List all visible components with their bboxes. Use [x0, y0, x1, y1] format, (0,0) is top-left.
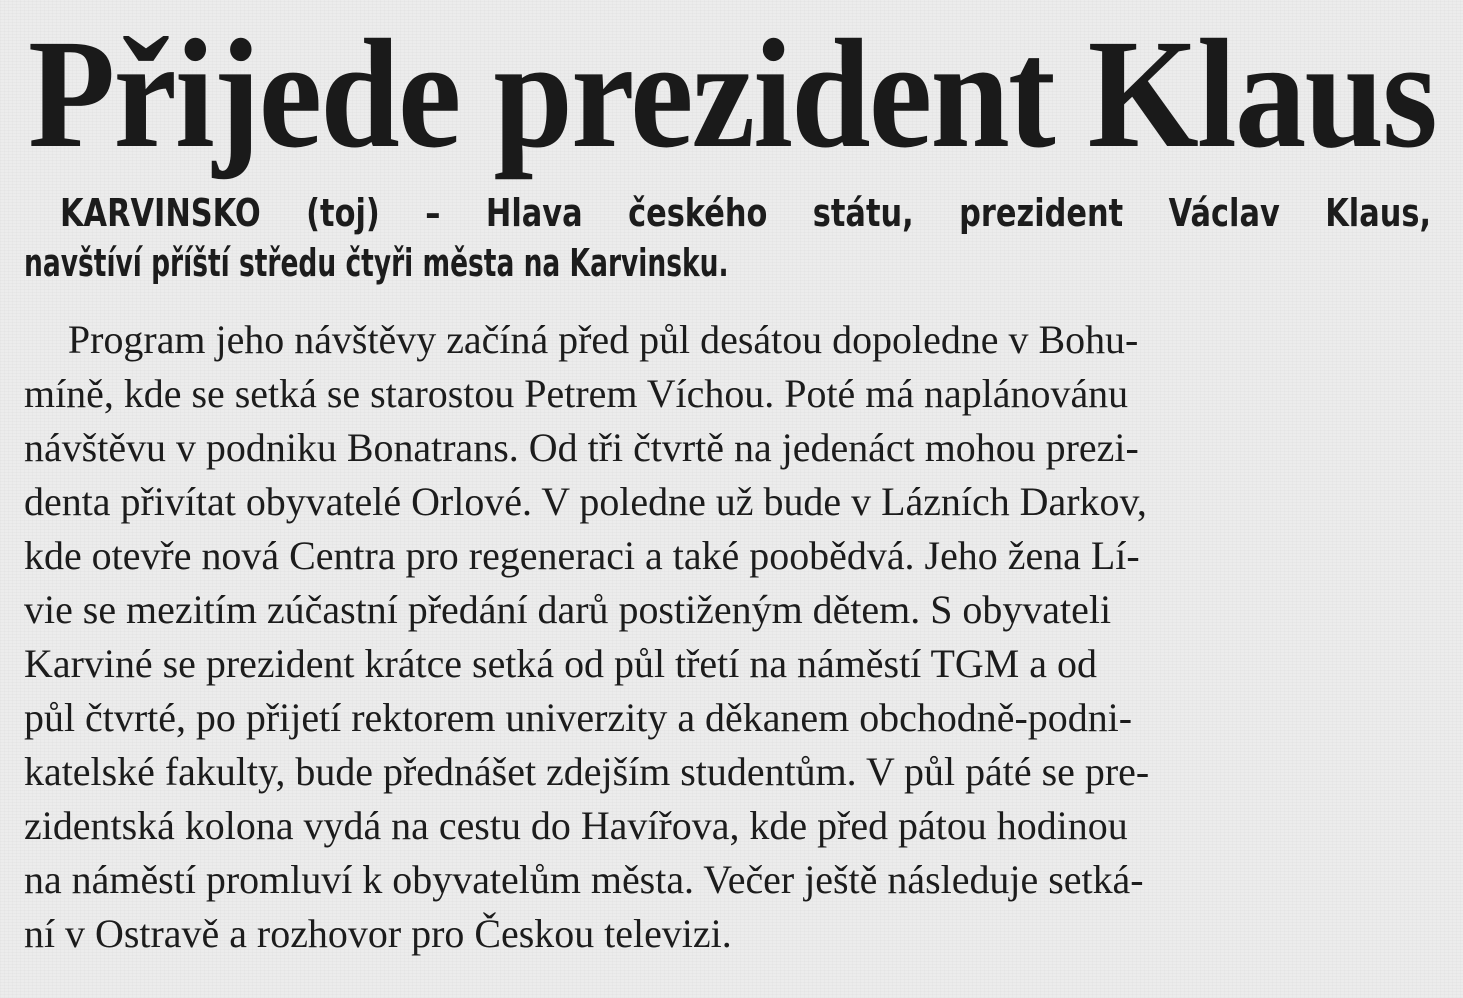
body-line: kde otevře nová Centra pro regeneraci a také poobědvá. Jeho žena Lí- — [24, 533, 1140, 578]
body-line: Karviné se prezident krátce setká od půl třetí na náměstí TGM a od — [24, 641, 1097, 686]
body-line: vie se mezitím zúčastní předání darů postiženým dětem. S obyvateli — [24, 587, 1112, 632]
article-headline: Přijede prezident Klaus — [28, 7, 1436, 180]
body-line: katelské fakulty, bude přednášet zdejším studentům. V půl páté se pre- — [24, 749, 1150, 794]
lead-line: KARVINSKO (toj) – Hlava českého státu, prezident Václav Klaus, — [60, 191, 1432, 235]
article-lead — [24, 188, 1444, 288]
body-line: Program jeho návštěvy začíná před půl desátou dopoledne v Bohu- — [67, 317, 1139, 362]
body-line: míně, kde se setká se starostou Petrem Víchou. Poté má naplánovánu — [24, 371, 1129, 416]
body-line: půl čtvrté, po přijetí rektorem univerzity a děkanem obchodně-podni- — [24, 695, 1133, 740]
body-line: ní v Ostravě a rozhovor pro Českou televizi. — [24, 911, 732, 956]
body-line: na náměstí promluví k obyvatelům města. Večer ještě následuje setká- — [24, 857, 1144, 902]
body-line: denta přivítat obyvatelé Orlové. V poledne už bude v Lázních Darkov, — [24, 479, 1147, 524]
body-line: návštěvu v podniku Bonatrans. Od tři čtvrtě na jedenáct mohou prezi- — [24, 425, 1139, 470]
body-line: zidentská kolona vydá na cestu do Havířova, kde před pátou hodinou — [24, 803, 1128, 848]
article-body — [24, 313, 1444, 961]
lead-line: navštíví příští středu čtyři města na Karvinsku. — [24, 241, 729, 285]
